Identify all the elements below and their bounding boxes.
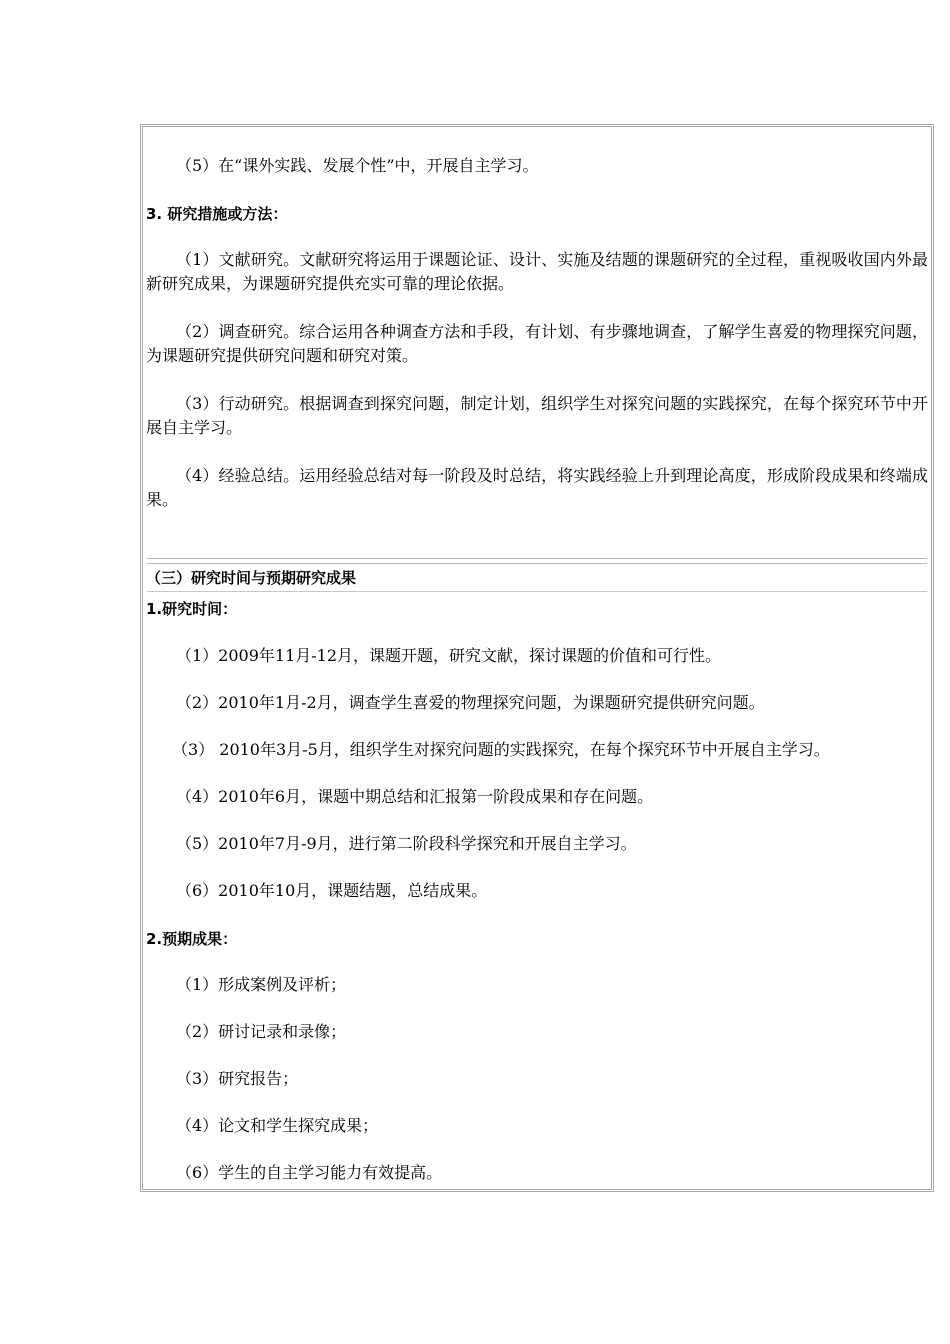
subheading-research-time: 1.研究时间：: [146, 600, 238, 618]
result-item-3: （3）研究报告；: [176, 1069, 299, 1088]
result-item-2: （2）研讨记录和录像；: [176, 1022, 347, 1041]
section-heading-methods: 3. 研究措施或方法：: [146, 205, 288, 223]
time-item-2: （2）2010年1月-2月，调查学生喜爱的物理探究问题，为课题研究提供研究问题。: [176, 693, 765, 712]
title-rule: [147, 591, 927, 592]
time-item-5: （5）2010年7月-9月，进行第二阶段科学探究和开展自主学习。: [176, 834, 637, 853]
paragraph-method-1: （1）文献研究。文献研究将运用于课题论证、设计、实施及结题的课题研究的全过程，重视吸收国内外最新研究成果，为课题研究提供充实可靠的理论依据。: [146, 250, 928, 293]
paragraph-method-2: （2）调查研究。综合运用各种调查方法和手段，有计划、有步骤地调查，了解学生喜爱的物理探究问题，为课题研究提供研究问题和研究对策。: [146, 322, 928, 365]
section-title-schedule: （三）研究时间与预期研究成果: [146, 569, 357, 587]
cell-divider: [147, 558, 927, 564]
content-table: [140, 124, 934, 1192]
time-item-1: （1）2009年11月-12月，课题开题，研究文献，探讨课题的价值和可行性。: [176, 646, 722, 665]
subheading-expected-results: 2.预期成果：: [146, 930, 238, 948]
result-item-6: （6）学生的自主学习能力有效提高。: [176, 1163, 443, 1182]
paragraph-method-3: （3）行动研究。根据调查到探究问题，制定计划，组织学生对探究问题的实践探究，在每个探究环节中开展自主学习。: [146, 394, 928, 437]
time-item-4: （4）2010年6月，课题中期总结和汇报第一阶段成果和存在问题。: [176, 787, 654, 806]
paragraph-item5: （5）在“课外实践、发展个性”中，开展自主学习。: [176, 156, 539, 175]
paragraph-method-4: （4）经验总结。运用经验总结对每一阶段及时总结，将实践经验上升到理论高度，形成阶段成果和终端成果。: [146, 466, 928, 509]
time-item-6: （6）2010年10月，课题结题，总结成果。: [176, 881, 488, 900]
result-item-4: （4）论文和学生探究成果；: [176, 1116, 379, 1135]
result-item-1: （1）形成案例及评析；: [176, 975, 347, 994]
time-item-3: （3） 2010年3月-5月，组织学生对探究问题的实践探究，在每个探究环节中开展自主学习。: [172, 740, 830, 759]
